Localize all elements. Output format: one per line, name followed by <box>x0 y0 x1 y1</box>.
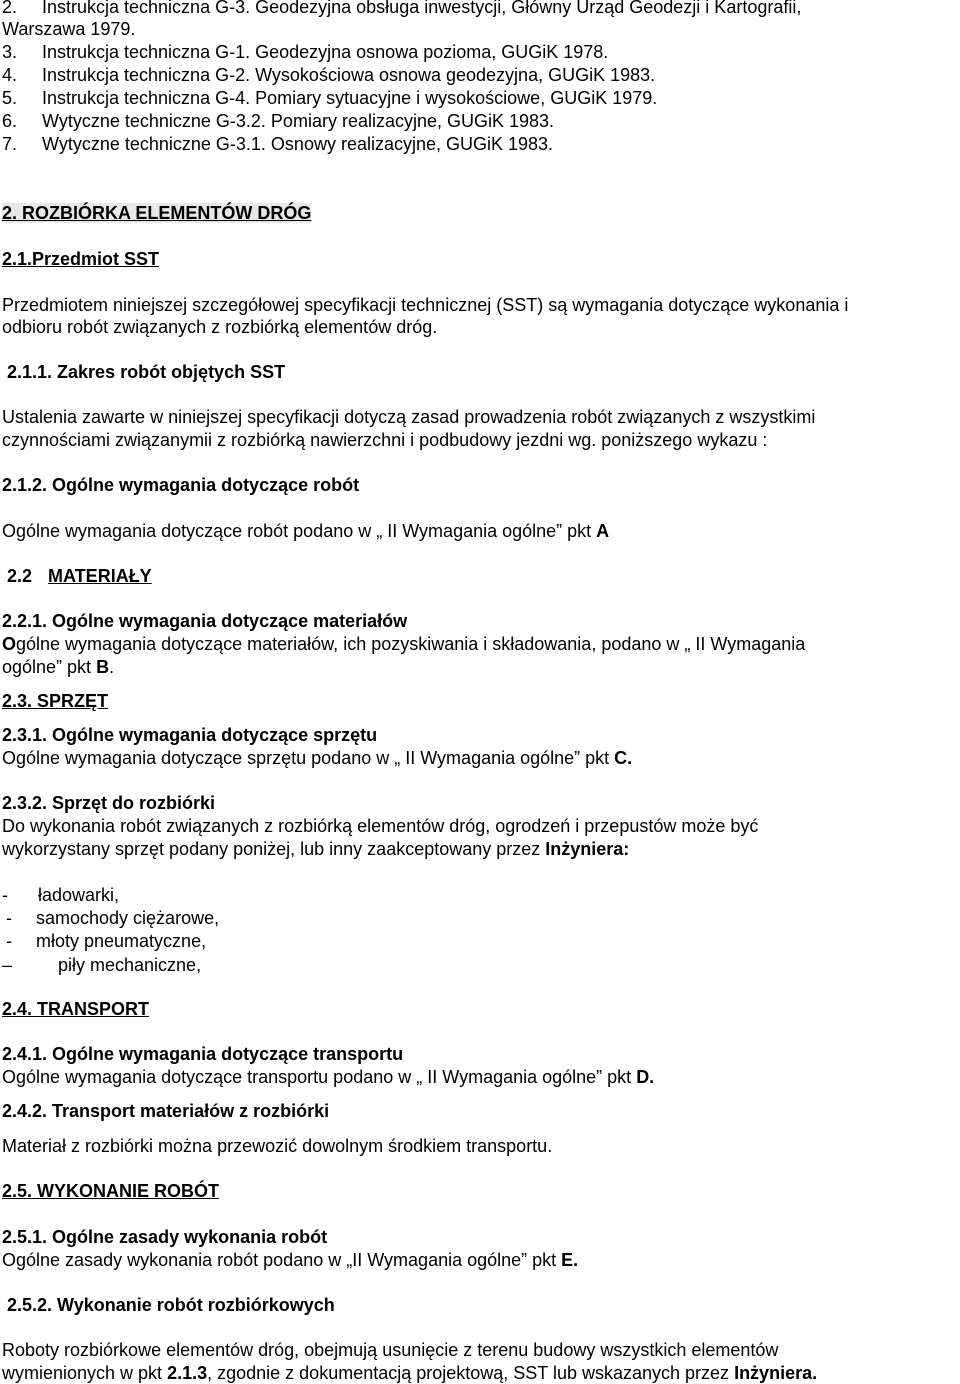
paragraph-initial: O <box>2 634 17 654</box>
paragraph-text: Ogólne wymagania dotyczące transportu podano w „ II Wymagania ogólne” pkt <box>2 1067 637 1087</box>
paragraph-text: Ogólne wymagania dotyczące robót podano w „ II Wymagania ogólne” pkt <box>2 521 597 541</box>
section-heading <box>7 565 152 587</box>
list-item-text: piły mechaniczne, <box>58 955 202 975</box>
paragraph-line: odbioru robót związanych z rozbiórką elementów dróg. <box>2 317 438 337</box>
engineer-reference: Inżyniera: <box>545 839 630 859</box>
list-item-text: młoty pneumatyczne, <box>36 931 207 951</box>
paragraph-line <box>2 747 632 769</box>
paragraph-text: . <box>109 657 115 677</box>
paragraph-line <box>2 1249 578 1271</box>
list-bullet: – <box>2 955 13 975</box>
reference-text: Instrukcja techniczna G-1. Geodezyjna osnowa pozioma, GUGiK 1978. <box>42 42 609 62</box>
subsection-heading: 2.5.2. Wykonanie robót rozbiórkowych <box>7 1295 335 1315</box>
paragraph-line <box>2 1066 654 1088</box>
list-bullet: - <box>6 931 12 951</box>
subsection-heading: 2.5.1. Ogólne zasady wykonania robót <box>2 1227 328 1247</box>
reference-text: Wytyczne techniczne G-3.2. Pomiary realizacyjne, GUGiK 1983. <box>42 111 555 131</box>
paragraph-line: Do wykonania robót związanych z rozbiórką elementów dróg, ogrodzeń i przepustów może być <box>2 816 759 836</box>
subsection-heading: 2.2.1. Ogólne wymagania dotyczące materiałów <box>2 611 408 631</box>
paragraph-line: Przedmiotem niniejszej szczegółowej specyfikacji technicznej (SST) są wymagania dotyczące wykonania i <box>2 295 849 315</box>
subsection-heading: 2.4.2. Transport materiałów z rozbiórki <box>2 1101 330 1121</box>
subsection-heading: 2.3.1. Ogólne wymagania dotyczące sprzętu <box>2 725 378 745</box>
subsection-heading: 2.1.2. Ogólne wymagania dotyczące robót <box>2 475 360 495</box>
reference-item <box>2 0 801 18</box>
paragraph-text: ogólne” pkt <box>2 657 97 677</box>
reference-item <box>2 110 554 132</box>
paragraph-text: Ogólne wymagania dotyczące sprzętu podano w „ II Wymagania ogólne” pkt <box>2 748 615 768</box>
reference-number: 5. <box>2 88 18 108</box>
reference-text: Wytyczne techniczne G-3.1. Osnowy realizacyjne, GUGiK 1983. <box>42 134 554 154</box>
list-bullet: - <box>2 885 8 905</box>
paragraph-line <box>2 656 114 678</box>
reference-text: Instrukcja techniczna G-3. Geodezyjna obsługa inwestycji, Główny Urząd Geodezji i Kartografii, <box>42 0 802 17</box>
list-item <box>2 884 119 906</box>
subsection-heading: 2.3.2. Sprzęt do rozbiórki <box>2 793 216 813</box>
point-reference: C. <box>614 748 633 768</box>
reference-item <box>2 133 553 155</box>
point-reference: B <box>96 657 110 677</box>
list-item <box>2 954 201 976</box>
section-heading: 2.4. TRANSPORT <box>2 999 150 1019</box>
list-item <box>2 930 206 952</box>
reference-number: 7. <box>2 134 18 154</box>
paragraph-line: Roboty rozbiórkowe elementów dróg, obejmują usunięcie z terenu budowy wszystkich elementów <box>2 1340 779 1360</box>
subsection-heading: 2.1.1. Zakres robót objętych SST <box>7 362 286 382</box>
subsection-heading: 2.4.1. Ogólne wymagania dotyczące transportu <box>2 1044 404 1064</box>
paragraph-line <box>2 1362 817 1384</box>
point-reference: 2.1.3 <box>167 1363 208 1383</box>
list-item <box>2 907 219 929</box>
paragraph-line: czynnościami związanymii z rozbiórką nawierzchni i podbudowy jezdni wg. poniższego wykazu : <box>2 430 768 450</box>
list-item-text: samochody ciężarowe, <box>36 908 220 928</box>
reference-text: Warszawa 1979. <box>2 19 136 39</box>
paragraph-text: wykorzystany sprzęt podany poniżej, lub inny zaakceptowany przez <box>2 839 546 859</box>
reference-item <box>2 18 135 40</box>
engineer-reference: Inżyniera. <box>734 1363 818 1383</box>
reference-number: 3. <box>2 42 18 62</box>
paragraph-text: wymienionych w pkt <box>2 1363 168 1383</box>
paragraph-line <box>2 633 805 655</box>
list-item-text: ładowarki, <box>38 885 120 905</box>
section-heading <box>2 202 311 224</box>
subsection-heading: 2.1.Przedmiot SST <box>2 249 160 269</box>
reference-number: 4. <box>2 65 18 85</box>
point-reference: A <box>596 521 610 541</box>
reference-item <box>2 41 608 63</box>
paragraph-text: Ogólne zasady wykonania robót podano w „II Wymagania ogólne” pkt <box>2 1250 562 1270</box>
list-bullet: - <box>6 908 12 928</box>
section-title: MATERIAŁY <box>48 566 152 586</box>
paragraph-line <box>2 520 609 542</box>
section-number: 2.2 <box>7 566 33 586</box>
paragraph-line <box>2 838 629 860</box>
reference-number: 6. <box>2 111 18 131</box>
paragraph-line: Materiał z rozbiórki można przewozić dowolnym środkiem transportu. <box>2 1136 553 1156</box>
point-reference: D. <box>636 1067 655 1087</box>
section-title: 2. ROZBIÓRKA ELEMENTÓW DRÓG <box>2 203 312 223</box>
paragraph-text: , zgodnie z dokumentacją projektową, SST lub wskazanych przez <box>207 1363 735 1383</box>
reference-item <box>2 64 655 86</box>
section-heading: 2.3. SPRZĘT <box>2 691 109 711</box>
paragraph-text: gólne wymagania dotyczące materiałów, ich pozyskiwania i składowania, podano w „ II Wymagania <box>16 634 806 654</box>
reference-text: Instrukcja techniczna G-4. Pomiary sytuacyjne i wysokościowe, GUGiK 1979. <box>42 88 658 108</box>
reference-text: Instrukcja techniczna G-2. Wysokościowa osnowa geodezyjna, GUGiK 1983. <box>42 65 656 85</box>
reference-number: 2. <box>2 0 18 17</box>
section-heading: 2.5. WYKONANIE ROBÓT <box>2 1181 220 1201</box>
point-reference: E. <box>561 1250 579 1270</box>
paragraph-line: Ustalenia zawarte w niniejszej specyfikacji dotyczą zasad prowadzenia robót związanych z wszystkimi <box>2 407 816 427</box>
reference-item <box>2 87 657 109</box>
